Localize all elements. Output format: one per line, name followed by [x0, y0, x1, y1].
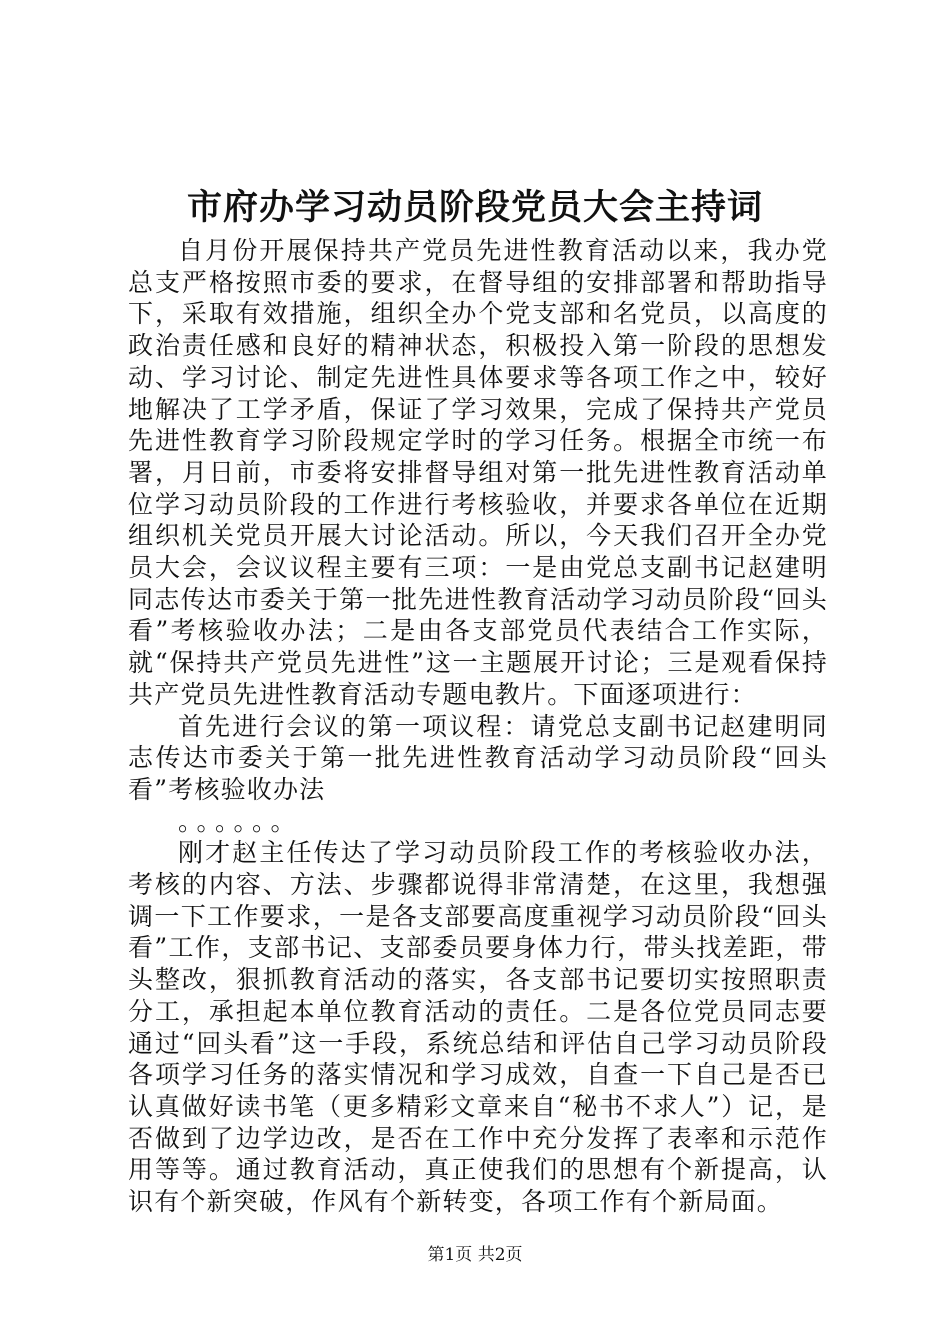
paragraph-ellipsis: 。。。。。。 — [178, 806, 302, 836]
document-title: 市府办学习动员阶段党员大会主持词 — [186, 187, 763, 228]
page-footer: 第1页 共2页 — [427, 1245, 523, 1265]
paragraph-first-agenda: 首先进行会议的第一项议程：请党总支副书记赵建明同志传达市委关于第一批先进性教育活动学习动员阶段“回头看”考核验收办法 — [128, 711, 828, 804]
document-body — [128, 235, 828, 1218]
paragraph-intro: 自月份开展保持共产党员先进性教育活动以来，我办党总支严格按照市委的要求，在督导组的安排部署和帮助指导下，采取有效措施，组织全办个党支部和名党员，以高度的政治责任感和良好的精神状态，积极投入第一阶段的思想发动、学习讨论、制定先进性具体要求等各项工作之中，较好地解决了工学矛盾，保证了学习效果，完成了保持共产党员先进性教育学习阶段规定学时的学习任务。根据全市统一布署，月日前，市委将安排督导组对第一批先进性教育活动单位学习动员阶段的工作进行考核验收，并要求各单位在近期组织机关党员开展大讨论活动。所以，今天我们召开全办党员大会，会议议程主要有三项：一是由党总支副书记赵建明同志传达市委关于第一批先进性教育活动学习动员阶段“回头看”考核验收办法；二是由各支部党员代表结合工作实际，就“保持共产党员先进性”这一主题展开讨论；三是观看保持共产党员先进性教育活动专题电教片。下面逐项进行： — [128, 236, 828, 709]
paragraph-requirements: 刚才赵主任传达了学习动员阶段工作的考核验收办法，考核的内容、方法、步骤都说得非常清楚，在这里，我想强调一下工作要求，一是各支部要高度重视学习动员阶段“回头看”工作，支部书记、支部委员要身体力行，带头找差距，带头整改，狠抓教育活动的落实，各支部书记要切实按照职责分工，承担起本单位教育活动的责任。二是各位党员同志要通过“回头看”这一手段，系统总结和评估自己学习动员阶段各项学习任务的落实情况和学习成效，自查一下自己是否已认真做好读书笔（更多精彩文章来自“秘书不求人”）记，是否做到了边学边改，是否在工作中充分发挥了表率和示范作用等等。通过教育活动，真正使我们的思想有个新提高，认识有个新突破，作风有个新转变，各项工作有个新局面。 — [128, 838, 828, 1217]
